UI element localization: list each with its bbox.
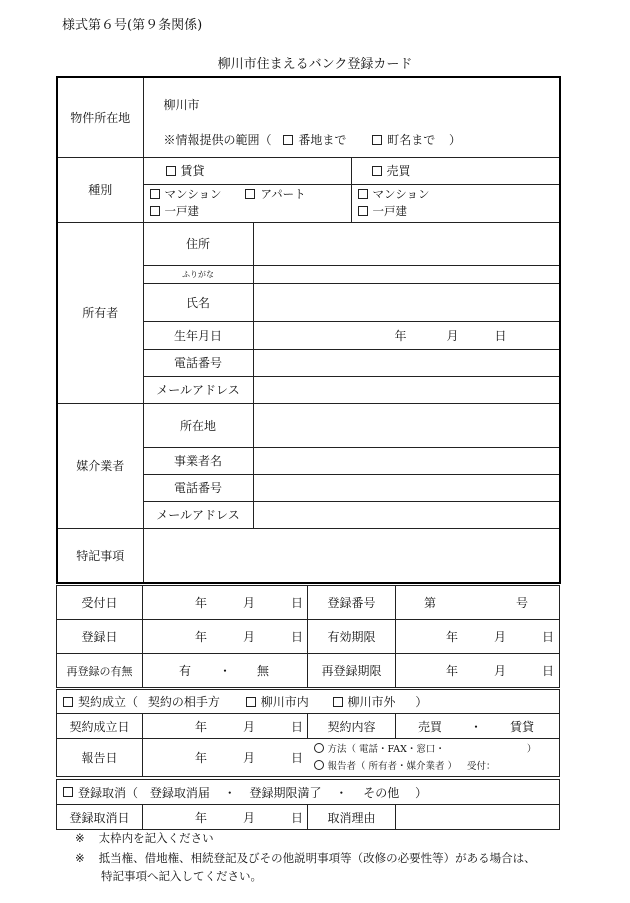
form-title: 柳川市住まえるバンク登録カード [217, 57, 413, 72]
rereg-period-field[interactable]: 年 月 日 [396, 654, 560, 688]
owner-phone-field[interactable] [253, 349, 560, 376]
partner-inside-checkbox[interactable]: 柳川市内 [246, 695, 309, 709]
property-city: 柳川市 [163, 98, 200, 112]
owner-mail-label: メールアドレス [143, 376, 253, 403]
notes-label: 特記事項 [57, 528, 143, 583]
checkbox-icon [150, 189, 160, 199]
checkbox-icon [372, 166, 382, 176]
owner-birth-field[interactable]: 年 月 日 [253, 321, 560, 349]
contract-established-checkbox[interactable]: 契約成立（ [63, 695, 138, 709]
registered-date-field[interactable]: 年 月 日 [143, 620, 308, 654]
checkbox-icon [358, 206, 368, 216]
info-range-label: ※情報提供の範囲（ [163, 133, 272, 147]
rent-mansion-checkbox[interactable]: マンション [150, 187, 222, 201]
circle-icon [314, 760, 324, 770]
notes-field[interactable] [143, 528, 560, 583]
type-sale-checkbox[interactable]: 売買 [351, 157, 560, 184]
cancel-reason-field[interactable] [396, 805, 560, 830]
checkbox-icon [358, 189, 368, 199]
cancel-row: 登録取消（ 登録取消届 ・ 登録期限満了 ・ その他 ） [57, 780, 560, 805]
sale-house-checkbox[interactable]: 一戸建 [358, 203, 560, 220]
reg-number-field[interactable]: 第 号 [396, 586, 560, 620]
broker-phone-field[interactable] [253, 474, 560, 501]
office-use-table [56, 585, 560, 688]
contract-content-field[interactable]: 売買 ・ 賃貸 [396, 714, 560, 739]
contract-content-label: 契約内容 [308, 714, 396, 739]
main-registration-table [56, 76, 561, 584]
owner-address-field[interactable] [253, 222, 560, 265]
reg-number-label: 登録番号 [308, 586, 396, 620]
form-number: 様式第６号(第９条関係) [62, 18, 203, 33]
rent-house-checkbox[interactable]: 一戸建 [150, 203, 351, 220]
owner-furigana-label: ふりがな [143, 265, 253, 283]
cancel-date-field[interactable]: 年 月 日 [143, 805, 308, 830]
checkbox-icon [63, 787, 73, 797]
sale-mansion-checkbox[interactable]: マンション [358, 186, 560, 203]
owner-mail-field[interactable] [253, 376, 560, 403]
checkbox-icon [333, 697, 343, 707]
owner-furigana-field[interactable] [253, 265, 560, 283]
report-date-label: 報告日 [57, 739, 143, 777]
valid-until-field[interactable]: 年 月 日 [396, 620, 560, 654]
broker-location-field[interactable] [253, 403, 560, 447]
checkbox-icon [246, 697, 256, 707]
rereg-field[interactable]: 有 ・ 無 [143, 654, 308, 688]
owner-name-field[interactable] [253, 283, 560, 321]
cancel-date-label: 登録取消日 [57, 805, 143, 830]
owner-phone-label: 電話番号 [143, 349, 253, 376]
footnote-2: ※ 抵当権、借地権、相続登記及びその他説明事項等（改修の必要性等）がある場合は、 特記事項へ記入してください。 [75, 851, 536, 883]
broker-company-label: 事業者名 [143, 447, 253, 474]
checkbox-icon [283, 135, 293, 145]
type-label: 種別 [57, 157, 143, 222]
owner-address-label: 住所 [143, 222, 253, 265]
contract-date-label: 契約成立日 [57, 714, 143, 739]
property-location-label: 物件所在地 [57, 77, 143, 157]
cancel-checkbox[interactable]: 登録取消（ [63, 786, 138, 800]
owner-label: 所有者 [57, 222, 143, 403]
broker-company-field[interactable] [253, 447, 560, 474]
cancellation-table [56, 779, 560, 830]
contract-date-field[interactable]: 年 月 日 [143, 714, 308, 739]
rent-apart-checkbox[interactable]: アパート [245, 187, 305, 201]
report-method-field[interactable]: 方法（ 電話・FAX・窓口・ ） 報告者（ 所有者・媒介業者 ） 受付： [308, 739, 560, 777]
partner-outside-checkbox[interactable]: 柳川市外 [333, 695, 396, 709]
received-date-label: 受付日 [57, 586, 143, 620]
checkbox-icon [150, 206, 160, 216]
checkbox-icon [166, 166, 176, 176]
broker-mail-field[interactable] [253, 501, 560, 528]
footnote-1: ※ 太枠内を記入ください [75, 831, 214, 845]
checkbox-icon [245, 189, 255, 199]
owner-name-label: 氏名 [143, 283, 253, 321]
circle-icon [314, 743, 324, 753]
report-date-field[interactable]: 年 月 日 [143, 739, 308, 777]
registered-date-label: 登録日 [57, 620, 143, 654]
info-range-line: ※情報提供の範囲（ 番地まで 町名まで ） [163, 133, 462, 147]
cancel-reason-label: 取消理由 [308, 805, 396, 830]
broker-phone-label: 電話番号 [143, 474, 253, 501]
range-lot-checkbox[interactable]: 番地まで [283, 133, 346, 147]
checkbox-icon [63, 697, 73, 707]
contract-table [56, 689, 560, 777]
valid-until-label: 有効期限 [308, 620, 396, 654]
broker-mail-label: メールアドレス [143, 501, 253, 528]
received-date-field[interactable]: 年 月 日 [143, 586, 308, 620]
broker-location-label: 所在地 [143, 403, 253, 447]
type-rent-checkbox[interactable]: 賃貸 [143, 157, 351, 184]
range-town-checkbox[interactable]: 町名まで [372, 133, 435, 147]
checkbox-icon [372, 135, 382, 145]
owner-birth-label: 生年月日 [143, 321, 253, 349]
broker-label: 媒介業者 [57, 403, 143, 528]
contract-established-row: 契約成立（ 契約の相手方 柳川市内 柳川市外 ） [57, 690, 560, 714]
rereg-label: 再登録の有無 [57, 654, 143, 688]
rereg-period-label: 再登録期限 [308, 654, 396, 688]
